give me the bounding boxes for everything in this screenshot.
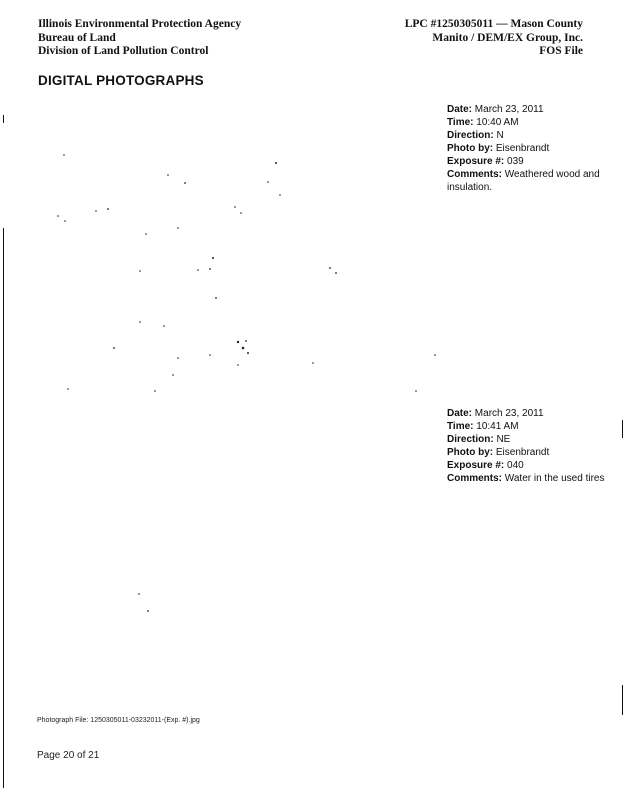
photo-by-label: Photo by: (447, 143, 494, 154)
photo-by-row (447, 142, 607, 155)
left-scan-edge (3, 228, 4, 788)
file-type: FOS File (539, 45, 583, 57)
comments-value: Weathered wood and insulation. (447, 169, 600, 193)
photo-by-row (447, 446, 607, 459)
time-label: Time: (447, 421, 474, 432)
comments-value: Water in the used tires (504, 473, 605, 484)
exposure-row (447, 459, 607, 472)
comments-label: Comments: (447, 169, 503, 180)
direction-label: Direction: (447, 434, 494, 445)
comments-label: Comments: (447, 473, 503, 484)
site-owner: Manito / DEM/EX Group, Inc. (432, 31, 583, 44)
photo-2 (38, 407, 438, 697)
page-title: DIGITAL PHOTOGRAPHS (38, 73, 204, 88)
exposure-value: 039 (507, 156, 524, 167)
direction-value: N (496, 130, 504, 141)
right-scan-tick-1 (622, 420, 623, 438)
direction-value: NE (496, 434, 511, 445)
date-value: March 23, 2011 (474, 408, 544, 419)
time-value: 10:41 AM (476, 421, 519, 432)
date-row (447, 407, 607, 420)
time-label: Time: (447, 117, 474, 128)
photo-1-details (447, 103, 607, 194)
page-number: Page 20 of 21 (37, 750, 100, 761)
date-row (447, 103, 607, 116)
time-row (447, 116, 607, 129)
photo-by-value: Eisenbrandt (495, 447, 550, 458)
date-label: Date: (447, 104, 473, 115)
exposure-label: Exposure #: (447, 460, 505, 471)
agency-header (38, 18, 241, 59)
photo-by-value: Eisenbrandt (495, 143, 550, 154)
photo-1 (38, 103, 438, 393)
direction-label: Direction: (447, 130, 494, 141)
division-name: Division of Land Pollution Control (38, 45, 209, 57)
comments-row (447, 472, 607, 485)
left-scan-tick (3, 115, 4, 123)
exposure-value: 040 (507, 460, 524, 471)
site-id: LPC #1250305011 — Mason County (404, 18, 583, 30)
photo-by-label: Photo by: (447, 447, 494, 458)
photograph-file-name: Photograph File: 1250305011-03232011-(Exp. #).jpg (37, 717, 200, 724)
exposure-label: Exposure #: (447, 156, 505, 167)
date-value: March 23, 2011 (474, 104, 544, 115)
date-label: Date: (447, 408, 473, 419)
comments-row (447, 168, 607, 194)
photo-2-details (447, 407, 607, 485)
time-value: 10:40 AM (476, 117, 519, 128)
photo-1-image (38, 103, 438, 393)
agency-name: Illinois Environmental Protection Agency (38, 18, 242, 30)
site-header (405, 18, 583, 59)
photo-2-image (38, 407, 438, 697)
time-row (447, 420, 607, 433)
bureau-name: Bureau of Land (38, 31, 116, 44)
direction-row (447, 433, 607, 446)
direction-row (447, 129, 607, 142)
right-scan-tick-2 (622, 685, 623, 715)
exposure-row (447, 155, 607, 168)
